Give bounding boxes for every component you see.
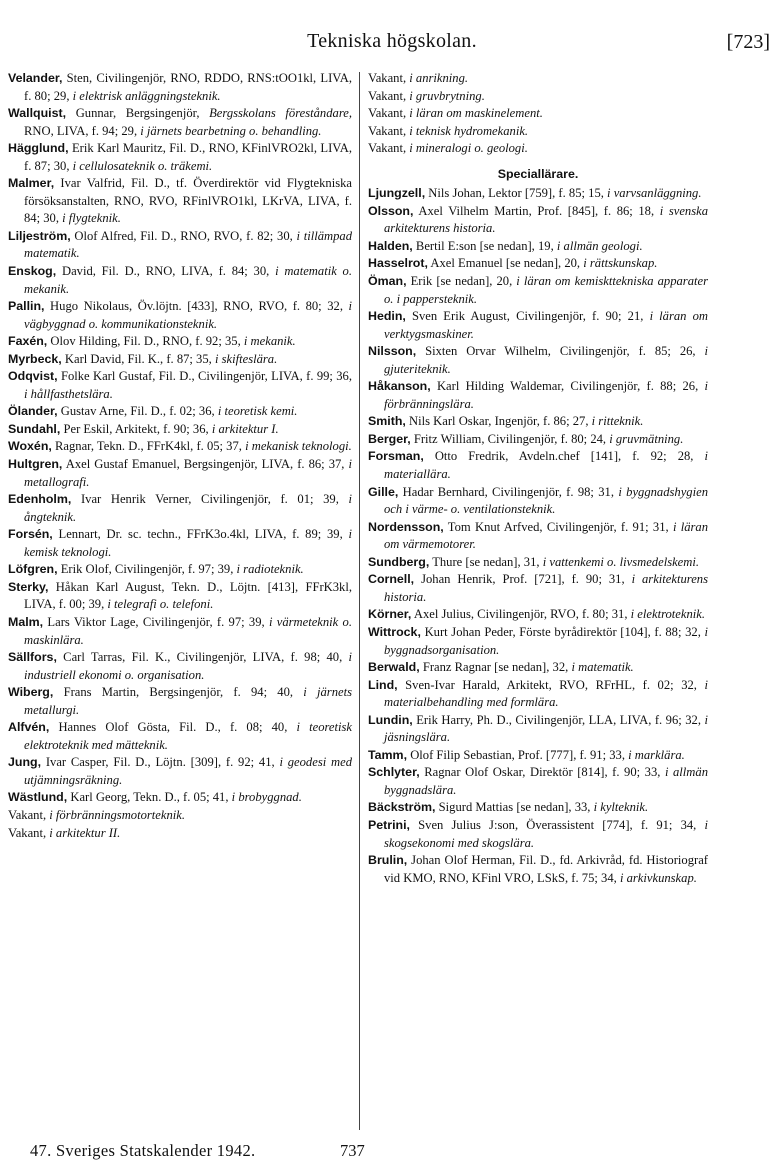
entry-details: Sten, Civilingenjör, RNO, RDDO, RNS:tOO1kl, LIVA, f. 80; 29, xyxy=(24,71,352,103)
list-item xyxy=(8,368,352,403)
person-name: Pallin, xyxy=(8,299,45,314)
entry-subject: i teknisk hydromekanik. xyxy=(409,123,529,138)
person-name: Lind, xyxy=(368,677,398,692)
entry-details: Vakant, xyxy=(8,807,47,822)
person-name: Enskog, xyxy=(8,264,57,279)
entry-subject: i läran om värmemotorer. xyxy=(384,519,709,552)
entry-subject: i mineralogi o. geologi. xyxy=(409,141,528,156)
list-item xyxy=(368,88,708,106)
list-item xyxy=(8,825,352,843)
person-name: Wittrock, xyxy=(368,624,421,639)
person-name: Nordensson, xyxy=(368,519,444,534)
list-item xyxy=(8,403,352,421)
entry-subject: i byggnadsorganisation. xyxy=(384,624,708,657)
list-item xyxy=(8,579,352,614)
entry-subject: i anrikning. xyxy=(409,71,469,85)
entry-subject: i rättskunskap. xyxy=(583,256,658,271)
entry-subject: i järnets bearbetning o. behandling. xyxy=(140,123,322,138)
person-name: Nilsson, xyxy=(368,344,417,359)
person-name: Lundin, xyxy=(368,712,413,727)
entry-subject: i mekanik. xyxy=(243,334,296,349)
entry-details: Vakant, xyxy=(368,88,407,103)
entry-subject: i läran om maskinelement. xyxy=(409,106,543,121)
entry-subject: i teoretisk elektroteknik med mätteknik. xyxy=(24,720,352,752)
list-item xyxy=(8,70,352,105)
list-item xyxy=(368,852,708,887)
specialist-list xyxy=(368,185,708,887)
entry-subject: i svenska arkitekturens historia. xyxy=(384,203,708,236)
right-column xyxy=(368,70,708,887)
person-name: Körner, xyxy=(368,607,412,622)
entry-details: Hadar Bernhard, Civilingenjör, f. 98; 31, xyxy=(402,484,614,499)
list-item xyxy=(368,799,708,817)
entry-subject: i brobyggnad. xyxy=(231,790,302,805)
list-item xyxy=(368,571,708,606)
person-name: Öman, xyxy=(368,274,407,289)
entry-subject: i förbränningsmotorteknik. xyxy=(49,807,186,822)
entry-subject: i radioteknik. xyxy=(236,562,304,577)
entry-details: Folke Karl Gustaf, Fil. D., Civilingenjör, LIVA, f. 99; 36, xyxy=(60,369,353,384)
person-name: Gille, xyxy=(368,484,399,499)
entry-details: Vakant, xyxy=(8,825,47,840)
list-item xyxy=(8,105,352,140)
list-item xyxy=(8,333,352,351)
person-name: Wästlund, xyxy=(8,790,68,805)
list-item xyxy=(368,123,708,141)
person-name: Faxén, xyxy=(8,334,48,349)
entry-details: RNO, LIVA, f. 94; 29, xyxy=(24,123,138,138)
entry-details: Frans Martin, Bergsingenjör, f. 94; 40, xyxy=(63,685,294,700)
page-header xyxy=(0,0,784,62)
entry-details: Karl Georg, Tekn. D., f. 05; 41, xyxy=(70,790,229,805)
list-item xyxy=(8,807,352,825)
person-name: Sterky, xyxy=(8,579,49,594)
entry-details: Carl Tarras, Fil. K., Civilingenjör, LIVA, f. 98; 40, xyxy=(63,650,343,665)
list-item xyxy=(368,677,708,712)
entry-subject: i värmeteknik o. maskinlära. xyxy=(24,614,352,647)
person-name: Malm, xyxy=(8,614,44,629)
entry-subject: i varvsanläggning. xyxy=(607,186,702,201)
entry-details: Vakant, xyxy=(368,123,407,138)
entry-details: Lars Viktor Lage, Civilingenjör, f. 97; 39, xyxy=(47,614,265,629)
list-item xyxy=(368,747,708,765)
entry-details: Erik Harry, Ph. D., Civilingenjör, LLA, LIVA, f. 96; 32, xyxy=(416,712,701,727)
entry-subject: i kylteknik. xyxy=(593,800,649,815)
person-name: Bäckström, xyxy=(368,800,436,815)
list-item xyxy=(368,519,708,554)
entry-subject: i skifteslära. xyxy=(214,351,278,366)
entry-details: Nils Karl Oskar, Ingenjör, f. 86; 27, xyxy=(409,414,589,429)
section-heading: Speciallärare. xyxy=(497,166,579,181)
entry-subject: i hållfasthetslära. xyxy=(24,386,113,401)
person-name: Hägglund, xyxy=(8,141,69,156)
list-item xyxy=(368,764,708,799)
entry-subject: i metallografi. xyxy=(24,457,352,489)
entry-details: Karl Hilding Waldemar, Civilingenjör, f. 88; 26, xyxy=(436,379,699,394)
entry-subject: i kemisk teknologi. xyxy=(24,527,352,559)
entry-details: Johan Henrik, Prof. [721], f. 90; 31, xyxy=(421,572,625,587)
entry-details: Vakant, xyxy=(368,71,407,85)
entry-subject: i arkitektur I. xyxy=(211,421,279,436)
left-column xyxy=(8,70,352,842)
person-name: Ljungzell, xyxy=(368,186,426,201)
list-item xyxy=(368,484,708,519)
entry-details: Ivar Casper, Fil. D., Löjtn. [309], f. 92; 41, xyxy=(45,755,275,770)
entry-subject: i arkitekturens historia. xyxy=(384,572,708,604)
person-name: Smith, xyxy=(368,414,406,429)
list-item xyxy=(8,649,352,684)
entry-details: David, Fil. D., RNO, LIVA, f. 84; 30, xyxy=(61,264,270,279)
entry-subject: i allmän geologi. xyxy=(556,238,643,253)
entry-details: Franz Ragnar [se nedan], 32, xyxy=(422,660,569,675)
entry-subject: i matematik. xyxy=(571,660,634,675)
person-name: Woxén, xyxy=(8,439,52,454)
list-item xyxy=(368,378,708,413)
entry-details: Ivar Henrik Verner, Civilingenjör, f. 01; 39, xyxy=(80,492,339,507)
person-name: Löfgren, xyxy=(8,562,58,577)
entry-details: Karl David, Fil. K., f. 87; 35, xyxy=(64,351,212,366)
column-divider xyxy=(359,72,360,1130)
list-item xyxy=(8,614,352,649)
list-item xyxy=(368,624,708,659)
entry-subject: i ritteknik. xyxy=(591,414,644,429)
entry-details: Lennart, Dr. sc. techn., FFrK3o.4kl, LIVA, f. 89; 39, xyxy=(58,527,343,542)
entry-subject: i vattenkemi o. livsmedelskemi. xyxy=(542,554,700,569)
entry-subject: i ångteknik. xyxy=(24,492,352,524)
entry-subject: i läran om verktygsmaskiner. xyxy=(384,309,708,341)
entry-details: Olof Alfred, Fil. D., RNO, RVO, f. 82; 30, xyxy=(74,228,293,243)
person-name: Olsson, xyxy=(368,203,414,218)
person-name: Sundberg, xyxy=(368,554,430,569)
entry-details: Thure [se nedan], 31, xyxy=(432,554,540,569)
entry-details: Axel Vilhelm Martin, Prof. [845], f. 86; 18, xyxy=(418,203,655,218)
entry-subject: i byggnadshygien och i värme- o. ventilationsteknik. xyxy=(384,484,708,517)
entry-subject: i cellulosateknik o. träkemi. xyxy=(72,158,213,173)
list-item xyxy=(8,526,352,561)
person-name: Wallquist, xyxy=(8,106,67,121)
entry-subject: i arkivkunskap. xyxy=(619,870,697,885)
entry-details: Sven Erik August, Civilingenjör, f. 90; 21, xyxy=(412,309,644,324)
entry-details: Håkan Karl August, Tekn. D., Löjtn. [413], FFrK3kl, LIVA, f. 00; 39, xyxy=(24,579,352,612)
person-name: Schlyter, xyxy=(368,765,420,780)
person-name: Odqvist, xyxy=(8,369,58,384)
entry-subject: i materialbehandling med formlära. xyxy=(384,677,708,710)
list-item xyxy=(368,448,708,483)
entry-subject: i matematik o. mekanik. xyxy=(24,264,352,296)
page-reference: [723] xyxy=(726,31,770,53)
list-item xyxy=(8,351,352,369)
list-item xyxy=(368,308,708,343)
list-item xyxy=(368,817,708,852)
entry-subject: i förbränningslära. xyxy=(384,379,708,411)
list-item xyxy=(8,438,352,456)
list-item xyxy=(8,228,352,263)
entry-subject: i elektrisk anläggningsteknik. xyxy=(72,88,221,103)
list-item xyxy=(8,719,352,754)
list-item xyxy=(368,238,708,256)
entry-subject: i teoretisk kemi. xyxy=(217,404,298,419)
person-name: Forsén, xyxy=(8,527,53,542)
person-name: Wiberg, xyxy=(8,685,54,700)
person-name: Ölander, xyxy=(8,404,58,419)
entry-subject: i läran om kemiskttekniska apparater o. i pappersteknik. xyxy=(384,274,708,306)
entry-subject: i skogsekonomi med skogslära. xyxy=(384,817,708,850)
list-item xyxy=(8,491,352,526)
entry-details: Vakant, xyxy=(368,106,407,121)
person-name: Myrbeck, xyxy=(8,351,62,366)
entry-details: Olov Hilding, Fil. D., RNO, f. 92; 35, xyxy=(50,334,241,349)
entry-details: Per Eskil, Arkitekt, f. 90; 36, xyxy=(63,421,209,436)
person-name: Halden, xyxy=(368,238,413,253)
entry-details: Gustav Arne, Fil. D., f. 02; 36, xyxy=(60,404,215,419)
footer-text: 47. Sveriges Statskalender 1942. xyxy=(30,1141,256,1160)
entry-details: Ivar Valfrid, Fil. D., tf. Överdirektör vid Flygtekniska försöksanstalten, RNO, RVO, RFinlVRO1kl, LKrVA, LIVA, f. 84; 30, xyxy=(24,176,352,226)
entry-subject: i flygteknik. xyxy=(62,211,121,226)
entry-details: Sigurd Mattias [se nedan], 33, xyxy=(438,800,591,815)
list-item xyxy=(8,140,352,175)
list-item xyxy=(8,789,352,807)
entry-subject: Bergsskolans föreståndare, xyxy=(209,106,352,121)
list-item xyxy=(368,554,708,572)
entry-details: Ragnar, Tekn. D., FFrK4kl, f. 05; 37, xyxy=(55,439,242,454)
entry-details: Nils Johan, Lektor [759], f. 85; 15, xyxy=(428,186,604,201)
list-item xyxy=(368,105,708,123)
entry-subject: i elektroteknik. xyxy=(630,607,706,622)
person-name: Berwald, xyxy=(368,660,420,675)
list-item xyxy=(8,421,352,439)
list-item xyxy=(8,754,352,789)
entry-details: Erik Karl Mauritz, Fil. D., RNO, KFinlVRO2kl, LIVA, f. 87; 30, xyxy=(24,141,352,173)
person-name: Edenholm, xyxy=(8,492,72,507)
list-item xyxy=(368,203,708,238)
entry-details: Axel Julius, Civilingenjör, RVO, f. 80; 31, xyxy=(413,607,628,622)
entry-details: Axel Gustaf Emanuel, Bergsingenjör, LIVA, f. 86; 37, xyxy=(65,457,345,472)
person-name: Jung, xyxy=(8,755,42,770)
entry-subject: i geodesi med utjämningsräkning. xyxy=(24,755,352,787)
list-item xyxy=(368,255,708,273)
person-name: Berger, xyxy=(368,431,411,446)
person-name: Hedin, xyxy=(368,309,406,324)
entry-details: Bertil E:son [se nedan], 19, xyxy=(415,238,554,253)
person-name: Hultgren, xyxy=(8,457,63,472)
footer-page-number: 737 xyxy=(340,1141,365,1160)
entry-subject: i industriell ekonomi o. organisation. xyxy=(24,650,352,682)
entry-details: Sixten Orvar Wilhelm, Civilingenjör, f. 85; 26, xyxy=(425,344,696,359)
entry-details: Fritz William, Civilingenjör, f. 80; 24, xyxy=(413,431,607,446)
list-item xyxy=(368,413,708,431)
person-name: Brulin, xyxy=(368,853,408,868)
entry-details: Gunnar, Bergsingenjör, xyxy=(75,106,200,121)
entry-subject: i gruvbrytning. xyxy=(409,88,485,103)
list-item xyxy=(8,684,352,719)
list-item xyxy=(368,140,708,158)
list-item xyxy=(368,712,708,747)
list-item xyxy=(368,273,708,308)
entry-details: Erik [se nedan], 20, xyxy=(410,274,513,289)
entry-details: Hugo Nikolaus, Öv.löjtn. [433], RNO, RVO, f. 80; 32, xyxy=(50,299,343,314)
page-title: Tekniska högskolan. xyxy=(307,30,477,52)
person-name: Velander, xyxy=(8,71,63,85)
entry-subject: i allmän byggnadslära. xyxy=(384,765,708,797)
person-name: Hasselrot, xyxy=(368,256,428,271)
person-name: Sundahl, xyxy=(8,421,61,436)
entry-details: Ragnar Olof Oskar, Direktör [814], f. 90; 33, xyxy=(424,765,661,780)
list-item xyxy=(8,456,352,491)
entry-subject: i mekanisk teknologi. xyxy=(245,439,352,454)
list-item xyxy=(368,185,708,203)
entry-subject: i jäsningslära. xyxy=(384,712,708,745)
entry-details: Tom Knut Arfved, Civilingenjör, f. 91; 31, xyxy=(447,519,669,534)
list-item xyxy=(8,175,352,228)
person-name: Liljeström, xyxy=(8,228,71,243)
list-item xyxy=(368,70,708,88)
person-name: Cornell, xyxy=(368,572,415,587)
entry-details: Sven-Ivar Harald, Arkitekt, RVO, RFrHL, f. 02; 32, xyxy=(405,677,697,692)
entry-subject: i arkitektur II. xyxy=(49,825,121,840)
list-item xyxy=(368,343,708,378)
person-name: Håkanson, xyxy=(368,379,431,394)
entry-subject: i gruvmätning. xyxy=(609,431,684,446)
list-item xyxy=(8,263,352,298)
list-item xyxy=(8,298,352,333)
person-name: Alfvén, xyxy=(8,720,50,735)
person-name: Malmer, xyxy=(8,176,55,191)
entry-details: Otto Fredrik, Avdeln.chef [141], f. 92; 28, xyxy=(434,449,694,464)
entry-details: Johan Olof Herman, Fil. D., fd. Arkivråd, fd. Historiograf vid KMO, RNO, KFinl VRO, LSkS, f. 75; 34, xyxy=(384,853,708,885)
entry-subject: i marklära. xyxy=(628,747,685,762)
list-item xyxy=(368,431,708,449)
entry-subject: i gjuteriteknik. xyxy=(384,344,708,376)
entry-details: Hannes Olof Gösta, Fil. D., f. 08; 40, xyxy=(58,720,288,735)
entry-details: Axel Emanuel [se nedan], 20, xyxy=(430,256,581,271)
person-name: Forsman, xyxy=(368,449,424,464)
person-name: Petrini, xyxy=(368,817,410,832)
entry-details: Sven Julius J:son, Överassistent [774], f. 91; 34, xyxy=(418,817,697,832)
entry-subject: i tillämpad matematik. xyxy=(24,228,352,261)
entry-subject: i telegrafi o. telefoni. xyxy=(107,597,214,612)
entry-details: Kurt Johan Peder, Förste byrådirektör [104], f. 88; 32, xyxy=(424,624,701,639)
entry-details: Erik Olof, Civilingenjör, f. 97; 39, xyxy=(60,562,234,577)
entry-subject: i vägbyggnad o. kommunikationsteknik. xyxy=(24,299,353,331)
entry-details: Olof Filip Sebastian, Prof. [777], f. 91; 33, xyxy=(410,747,625,762)
person-name: Tamm, xyxy=(368,747,408,762)
entry-subject: i järnets metallurgi. xyxy=(24,685,352,717)
entry-subject: i materiallära. xyxy=(384,449,708,482)
list-item xyxy=(8,561,352,579)
list-item xyxy=(368,606,708,624)
person-name: Sällfors, xyxy=(8,650,57,665)
entry-details: Vakant, xyxy=(368,141,407,156)
list-item xyxy=(368,659,708,677)
vacancies-list xyxy=(368,70,708,158)
